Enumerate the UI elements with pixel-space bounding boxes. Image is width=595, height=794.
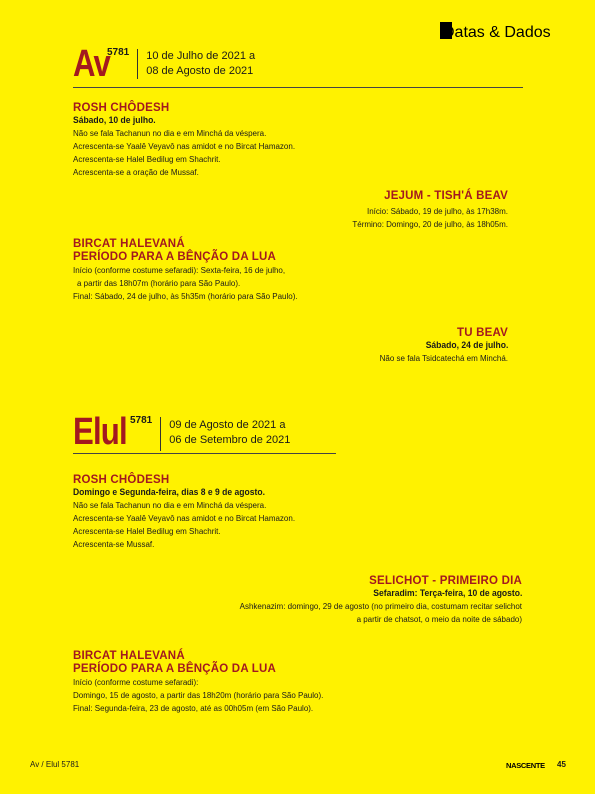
month-divider [160,417,161,451]
section-title: BIRCAT HALEVANÁ [73,238,185,250]
range-end: 06 de Setembro de 2021 [169,434,291,446]
section-line: Acrescenta-se Yaalê Veyavô nas amidot e no Bircat Hamazon. [73,514,296,523]
section-line: a partir de chatsot, o meio da noite de sábado) [356,615,522,624]
section-line: Acrescenta-se Halel Bedilug em Shachrit. [73,155,221,164]
section-line: a partir das 18h07m (horário para São Paulo). [77,279,241,288]
month-name: Av [73,43,111,85]
section-title: BIRCAT HALEVANÁ [73,650,185,662]
section-selichot [240,575,522,626]
section-bircat-halevana-av [73,238,298,303]
section-line: Final: Sábado, 24 de julho, às 5h35m (horário para São Paulo). [73,292,298,301]
section-line: Início (conforme costume sefaradi): [73,678,199,687]
month-name: Elul [73,411,127,453]
section-tisha-beav [352,190,508,231]
section-subtitle: Domingo e Segunda-feira, dias 8 e 9 de agosto. [73,487,265,498]
section-line: Término: Domingo, 20 de julho, às 18h05m. [352,220,508,229]
section-line: Início (conforme costume sefaradi): Sexta-feira, 16 de julho, [73,266,286,275]
section-line: Não se fala Tachanun no dia e em Minchá da véspera. [73,129,267,138]
divider-line [73,87,523,88]
section-subtitle: Sábado, 10 de julho. [73,115,156,126]
section-title: ROSH CHÔDESH [73,102,170,114]
month-header-elul [73,413,290,451]
section-line: Não se fala Tachanun no dia e em Minchá da véspera. [73,501,267,510]
month-year: 5781 [107,47,130,58]
section-subtitle: Sábado, 24 de julho. [425,340,508,351]
month-date-range [169,418,290,448]
section-title: TU BEAV [456,327,508,339]
section-tu-beav [380,327,508,365]
month-year: 5781 [130,415,153,426]
section-subtitle: Sefaradim: Terça-feira, 10 de agosto. [372,588,522,599]
section-title: ROSH CHÔDESH [73,474,170,486]
section-line: Início: Sábado, 19 de julho, às 17h38m. [367,207,508,216]
section-line: Acrescenta-se Halel Bedilug em Shachrit. [73,527,221,536]
section-line: Acrescenta-se Mussaf. [73,540,155,549]
section-rosh-chodesh-elul [73,474,295,551]
section-tag-label: Datas & Dados [443,24,551,41]
section-line: Domingo, 15 de agosto, a partir das 18h20m (horário para São Paulo). [73,691,324,700]
section-title: SELICHOT - PRIMEIRO DIA [369,575,522,587]
nascente-logo: NASCENTE [506,761,545,770]
footer-running-title: Av / Elul 5781 [30,760,80,769]
section-line: Acrescenta-se a oração de Mussaf. [73,168,199,177]
range-start: 10 de Julho de 2021 a [146,50,256,62]
section-line: Final: Segunda-feira, 23 de agosto, até as 00h05m (em São Paulo). [73,704,314,713]
section-line: Acrescenta-se Yaalê Veyavô nas amidot e no Bircat Hamazon. [73,142,296,151]
section-rosh-chodesh-av [73,102,295,179]
section-title: PERÍODO PARA A BÊNÇÃO DA LUA [73,663,277,675]
section-tag [440,22,551,42]
month-header-av [73,45,255,83]
range-end: 08 de Agosto de 2021 [146,65,254,77]
section-line: Não se fala Tsidcatechá em Minchá. [379,354,508,363]
range-start: 09 de Agosto de 2021 a [169,419,286,431]
section-line: Ashkenazim: domingo, 29 de agosto (no primeiro dia, costumam recitar selichot [239,602,522,611]
month-date-range [146,49,255,79]
section-title: PERÍODO PARA A BÊNÇÃO DA LUA [73,251,277,263]
section-bircat-halevana-elul [73,650,323,715]
page-number: 45 [557,760,566,769]
month-divider [137,49,138,79]
divider-line [73,453,336,454]
section-title: JEJUM - TISH'Á BEAV [384,190,508,202]
